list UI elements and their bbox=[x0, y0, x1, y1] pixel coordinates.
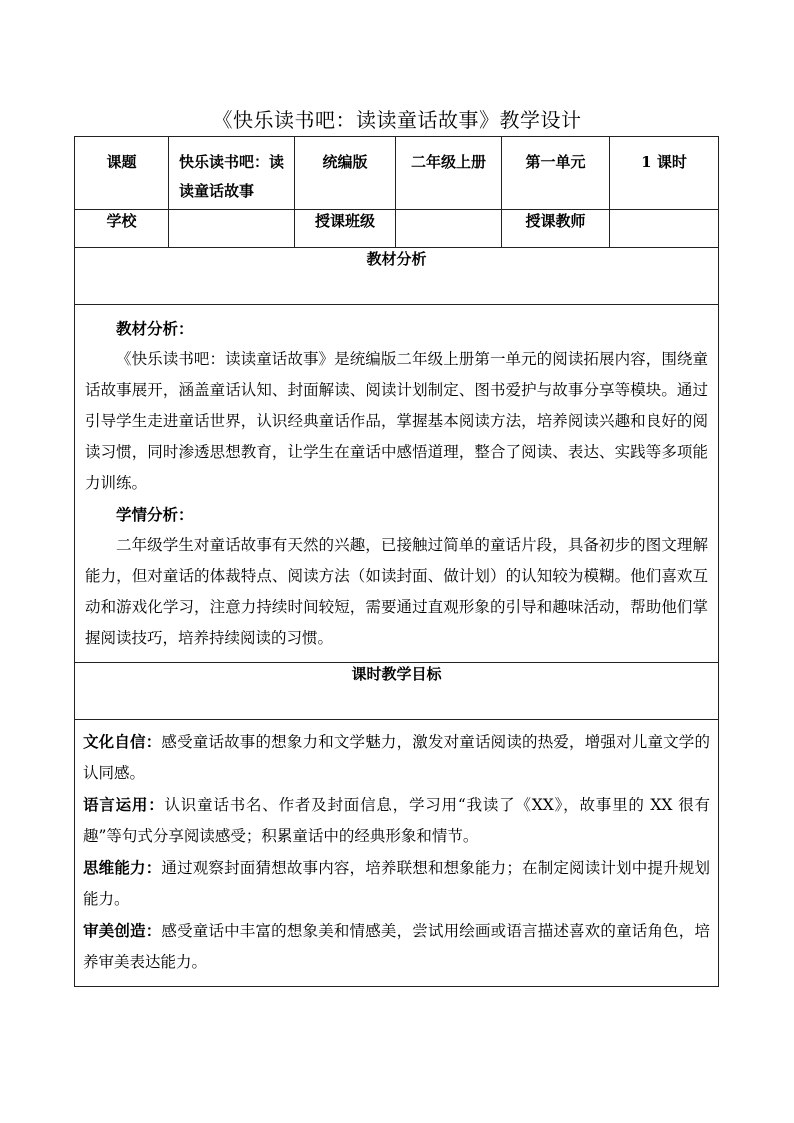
school-label: 学校 bbox=[75, 210, 169, 248]
material-body-row bbox=[75, 305, 719, 663]
goals-heading-row bbox=[75, 663, 719, 720]
teacher-value bbox=[610, 210, 719, 248]
material-heading: 教材分析 bbox=[75, 248, 719, 305]
document-title: 《快乐读书吧：读读童话故事》教学设计 bbox=[212, 108, 582, 132]
goals-body-row bbox=[75, 720, 719, 987]
edition-cell bbox=[295, 137, 396, 210]
course-name: 快乐读书吧：读读童话故事 bbox=[179, 153, 285, 200]
class-label: 授课班级 bbox=[295, 210, 396, 248]
goal-text: 通过观察封面猜想故事内容，培养联想和想象能力；在制定阅读计划中提升规划能力。 bbox=[83, 859, 710, 908]
material-heading-row bbox=[75, 248, 719, 305]
class-value bbox=[396, 210, 502, 248]
goal-text: 认识童话书名、作者及封面信息，学习用“我读了《XX》，故事里的 XX 很有趣”等句式分享阅读感受；积累童话中的经典形象和情节。 bbox=[83, 796, 710, 845]
goal-text: 感受童话中丰富的想象美和情感美，尝试用绘画或语言描述喜欢的童话角色，培养审美表达能力。 bbox=[83, 922, 710, 971]
goal-item bbox=[83, 789, 710, 852]
goal-label: 审美创造： bbox=[83, 921, 162, 940]
goals-heading: 课时教学目标 bbox=[75, 663, 719, 720]
lesson-design-table bbox=[74, 136, 719, 987]
goal-item bbox=[83, 852, 710, 915]
periods: 1 课时 bbox=[641, 153, 687, 171]
periods-cell bbox=[610, 137, 719, 210]
unit-cell bbox=[502, 137, 610, 210]
goals-body bbox=[75, 720, 719, 987]
material-label: 教材分析： bbox=[116, 319, 194, 338]
school-value bbox=[169, 210, 295, 248]
goal-label: 语言运用： bbox=[83, 795, 165, 814]
header-row bbox=[75, 137, 719, 210]
info-row bbox=[75, 210, 719, 248]
learner-label: 学情分析： bbox=[116, 505, 194, 524]
goal-label: 文化自信： bbox=[83, 732, 162, 751]
subject-label: 课题 bbox=[106, 153, 137, 171]
material-body bbox=[75, 305, 719, 663]
grade-cell bbox=[396, 137, 502, 210]
grade: 二年级上册 bbox=[410, 153, 486, 171]
course-name-cell bbox=[169, 137, 295, 210]
goal-label: 思维能力： bbox=[83, 858, 162, 877]
goal-text: 感受童话故事的想象力和文学魅力，激发对童话阅读的热爱，增强对儿童文学的认同感。 bbox=[83, 733, 710, 782]
teacher-label: 授课教师 bbox=[502, 210, 610, 248]
goal-item bbox=[83, 726, 710, 789]
goal-item bbox=[83, 915, 710, 978]
learner-text: 二年级学生对童话故事有天然的兴趣，已接触过简单的童话片段，具备初步的图文理解能力，但对童话的体裁特点、阅读方法（如读封面、做计划）的认知较为模糊。他们喜欢互动和游戏化学习，注意力持续时间较短，需要通过直观形象的引导和趣味活动，帮助他们掌握阅读技巧，培养持续阅读的习惯。 bbox=[85, 536, 708, 647]
material-text: 《快乐读书吧：读读童话故事》是统编版二年级上册第一单元的阅读拓展内容，围绕童话故事展开，涵盖童话认知、封面解读、阅读计划制定、图书爱护与故事分享等模块。通过引导学生走进童话世界，认识经典童话作品，掌握基本阅读方法，培养阅读兴趣和良好的阅读习惯，同时渗透思想教育，让学生在童话中感悟道理，整合了阅读、表达、实践等多项能力训练。 bbox=[85, 350, 708, 492]
unit: 第一单元 bbox=[525, 153, 586, 171]
edition: 统编版 bbox=[322, 153, 368, 171]
subject-label-cell bbox=[75, 137, 169, 210]
